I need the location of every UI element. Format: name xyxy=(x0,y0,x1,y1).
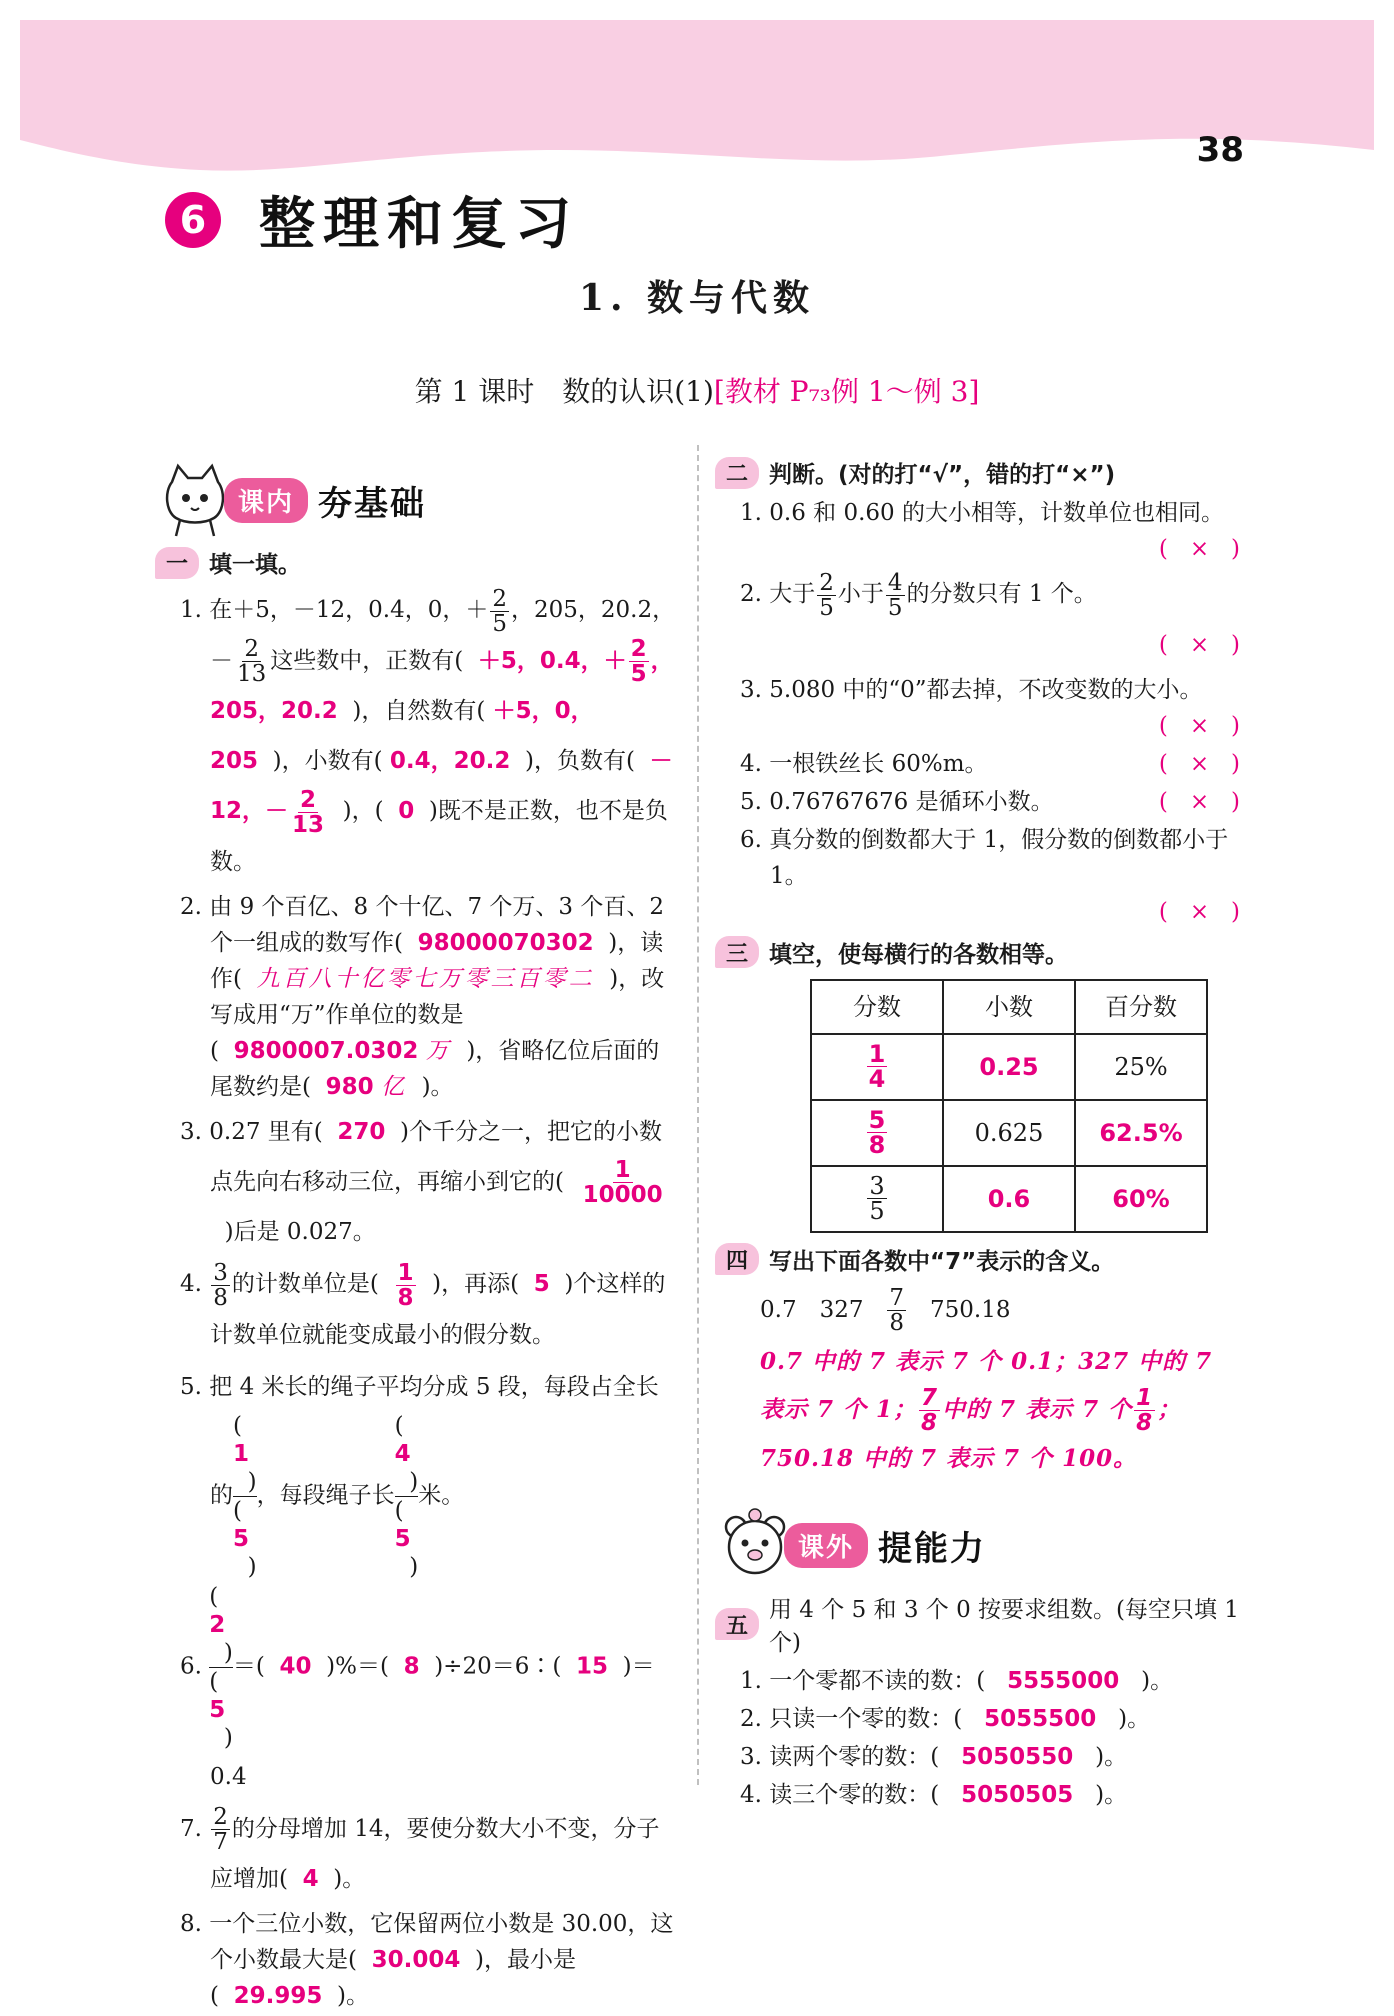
text: 6. 真分数的倒数都大于 1，假分数的倒数都小于 1。 xyxy=(740,826,1229,889)
table-row xyxy=(811,1166,1207,1232)
answer-unit: 万 xyxy=(425,1037,452,1064)
text: 5. 0.76767676 是循环小数。 xyxy=(740,788,1054,815)
numerator: 2 xyxy=(819,569,834,596)
text: )后是 0.027。 xyxy=(224,1219,376,1245)
answer: 0.25 xyxy=(979,1052,1039,1081)
q2-item-5: 5. 0.76767676 是循环小数。 ( × ) xyxy=(720,784,1240,820)
q1-item-4 xyxy=(160,1259,680,1360)
denominator: 13 xyxy=(292,811,325,838)
bracket-fraction: ( 2 ) ( 5 ) xyxy=(209,1583,233,1751)
q5-item-1 xyxy=(720,1663,1240,1699)
denominator: 4 xyxy=(868,1065,886,1093)
numerator: 1 xyxy=(868,1040,886,1068)
banner-in-title: 夯基础 xyxy=(318,483,427,524)
equivalence-table xyxy=(810,979,1208,1233)
text: )。 xyxy=(1141,1668,1174,1694)
text: )，小数有( xyxy=(272,748,383,774)
judge-row: ( × ) xyxy=(1158,712,1240,739)
header-band xyxy=(0,0,1394,190)
text: 4. xyxy=(180,1271,210,1297)
denominator: 8 xyxy=(213,1284,228,1311)
text: )。 xyxy=(333,1866,366,1892)
q5-item-3 xyxy=(720,1739,1240,1775)
text: 小于 xyxy=(837,581,884,607)
answer-fraction xyxy=(867,1108,888,1157)
text: ，每段绳子长 xyxy=(256,1482,395,1508)
cell-fraction xyxy=(811,1166,943,1232)
right-column xyxy=(720,450,1240,1815)
text: 8. 一个三位小数，它保留两位小数是 30.00，这个小数最大是( xyxy=(180,1911,674,1973)
banner-in-pill: 课内 xyxy=(224,478,308,523)
left-column xyxy=(160,460,680,2016)
denominator: 8 xyxy=(868,1131,886,1159)
q5-item-2 xyxy=(720,1701,1240,1737)
text: )。 xyxy=(337,1983,369,2009)
q1-item-1 xyxy=(160,585,680,887)
answer-fraction xyxy=(867,1042,888,1091)
cell-decimal xyxy=(943,1034,1075,1100)
text: 米。 xyxy=(418,1482,465,1508)
table-row xyxy=(811,1034,1207,1100)
numerator: 7 xyxy=(921,1385,939,1411)
judge-mark: × xyxy=(1189,788,1210,815)
numerator: 4 xyxy=(887,569,903,596)
q3-title: 填空，使每横行的各数相等。 xyxy=(769,941,1068,968)
table-row xyxy=(811,1100,1207,1166)
answer: 98000070302 xyxy=(417,929,594,956)
text: 这些数中，正数有( xyxy=(270,647,464,674)
fraction xyxy=(887,1286,906,1335)
judge-mark: × xyxy=(1189,750,1210,777)
q2-heading xyxy=(715,456,1240,489)
answer-text: 0.7 中的 7 表示 7 个 0.1；327 中的 7 表示 7 个 1； xyxy=(760,1347,1213,1423)
text: 的计数单位是( xyxy=(231,1271,379,1297)
text: 1. 一个零都不读的数：( xyxy=(740,1668,986,1694)
numerator: 2 xyxy=(630,636,647,662)
chapter-title: 整理和复习 xyxy=(259,192,579,257)
answer-fraction xyxy=(396,1261,416,1310)
text: 2. 大于 xyxy=(740,581,816,607)
text: 2. 由 9 个百亿、8 个十亿、7 个万、3 个百、2 个一组成的数写作( xyxy=(180,893,664,956)
cell-decimal: 0.625 xyxy=(943,1100,1075,1166)
q2-item-1 xyxy=(720,495,1240,567)
answer-numerator: 1 xyxy=(233,1440,250,1467)
text: 3. 5.080 中的“0”都去掉，不改变数的大小。 xyxy=(740,676,1203,703)
answer-fraction xyxy=(919,1386,940,1435)
q5-number: 五 xyxy=(715,1608,759,1640)
text: )既不是正数，也不是负数。 xyxy=(210,798,668,875)
numerator: 1 xyxy=(614,1157,631,1183)
banner-out-title: 提能力 xyxy=(878,1528,987,1569)
cell-percent xyxy=(1075,1100,1207,1166)
chapter-heading xyxy=(165,180,579,260)
denominator: 8 xyxy=(397,1284,414,1311)
text: 0.7 327 xyxy=(760,1296,864,1323)
bear-mascot-icon xyxy=(720,1507,790,1583)
answer-text: 中的 7 表示 7 个 xyxy=(942,1395,1133,1423)
lesson-name: 第 1 课时 数的认识(1) xyxy=(414,375,714,408)
q4-heading xyxy=(715,1243,1240,1276)
numerator: 2 xyxy=(244,636,259,662)
q5-item-4 xyxy=(720,1777,1240,1813)
answer: 5555000 xyxy=(1007,1668,1120,1694)
text: )，读作( xyxy=(210,929,664,992)
judge-mark: × xyxy=(1189,712,1210,739)
text: 的分数只有 1 个。 xyxy=(906,581,1097,607)
text: )，自然数有( xyxy=(352,698,486,724)
q4-number: 四 xyxy=(715,1243,759,1275)
answer: 0.6 xyxy=(987,1184,1031,1213)
q1-number: 一 xyxy=(155,547,199,579)
text: 3. 读两个零的数：( xyxy=(740,1744,940,1770)
answer-fraction xyxy=(1134,1386,1155,1435)
numerator: 2 xyxy=(300,786,317,813)
text: 5. 把 4 米长的绳子平均分成 5 段，每段占全长的 xyxy=(180,1373,659,1508)
text: )，再添( xyxy=(432,1271,520,1297)
text: )个千分之一，把它的小数点先向右移动三位，再缩小到它的( xyxy=(210,1118,663,1195)
cell-decimal xyxy=(943,1166,1075,1232)
q1-item-3 xyxy=(160,1107,680,1258)
banner-extra-class xyxy=(720,1505,1240,1585)
text: )，( xyxy=(342,798,384,824)
answer: 5050505 xyxy=(961,1782,1074,1808)
text: 750.18 xyxy=(930,1296,1011,1323)
q2-item-6 xyxy=(720,822,1240,930)
answer-numerator: 2 xyxy=(209,1611,226,1638)
answer-fraction xyxy=(581,1158,665,1207)
text: 4. 读三个零的数：( xyxy=(740,1782,940,1808)
banner-out-pill: 课外 xyxy=(784,1523,868,1568)
text: 7. xyxy=(180,1815,210,1842)
q3-heading xyxy=(715,936,1240,969)
cell-percent xyxy=(1075,1166,1207,1232)
q2-item-2 xyxy=(720,569,1240,670)
denominator: 5 xyxy=(819,594,834,621)
answer-fraction xyxy=(290,788,326,837)
text: 4. 一根铁丝长 60%m。 xyxy=(740,750,988,777)
text: )，改写成用“万”作单位的数是( xyxy=(210,965,665,1064)
lesson-reference: [教材 P₇₃例 1～例 3] xyxy=(713,375,980,408)
denominator: 7 xyxy=(213,1829,228,1855)
answer-decimal: 0.4，20.2 xyxy=(389,748,511,774)
banner-in-class xyxy=(160,460,680,540)
judge-row: ( × ) xyxy=(1158,536,1240,562)
numerator: 2 xyxy=(492,585,508,612)
answer: 15 xyxy=(575,1653,608,1679)
numerator: 3 xyxy=(869,1172,885,1200)
q4-answer xyxy=(760,1338,1240,1484)
fraction xyxy=(817,571,836,620)
text: 的分母增加 14，要使分数大小不变，分子应增加( xyxy=(210,1815,660,1892)
answer-zero: 0 xyxy=(398,798,415,824)
answer: 9800007.0302 xyxy=(233,1037,419,1064)
judge-mark: × xyxy=(1189,631,1210,658)
answer: 40 xyxy=(279,1653,312,1679)
q1-title: 填一填。 xyxy=(209,552,301,578)
answer: 29.995 xyxy=(233,1983,323,2009)
judge-row: ( × ) xyxy=(1158,898,1240,925)
cell-fraction xyxy=(811,1100,943,1166)
text: )。 xyxy=(1095,1782,1128,1808)
judge-mark: × xyxy=(1189,536,1210,562)
bracket-fraction: ( 4 ) ( 5 ) xyxy=(394,1412,419,1580)
answer-fraction xyxy=(629,637,649,686)
denominator: 8 xyxy=(921,1410,939,1436)
denominator: 5 xyxy=(869,1197,885,1225)
answer: 62.5% xyxy=(1099,1118,1183,1147)
text: )。 xyxy=(1095,1744,1128,1770)
text: )%＝( xyxy=(326,1653,389,1679)
answer: 270 xyxy=(337,1118,386,1145)
q3-number: 三 xyxy=(715,936,759,968)
answer-numerator: 4 xyxy=(394,1440,411,1467)
answer-handwritten: 九百八十亿零七万零三百零二 xyxy=(256,965,595,992)
denominator: 5 xyxy=(492,610,508,637)
text: )。 xyxy=(1118,1706,1151,1732)
fraction xyxy=(211,1261,230,1310)
numerator: 3 xyxy=(213,1259,228,1286)
text: 6. xyxy=(180,1653,210,1679)
text: 3. 0.27 里有( xyxy=(180,1118,323,1145)
numerator: 5 xyxy=(868,1106,886,1134)
header-decimal: 小数 xyxy=(943,980,1075,1034)
text: ，205，20.2，－ xyxy=(210,597,676,674)
q1-item-6 xyxy=(160,1583,680,1802)
numerator: 1 xyxy=(397,1259,414,1286)
text: )，最小是( xyxy=(210,1947,576,2009)
fraction xyxy=(235,637,268,686)
cell-fraction xyxy=(811,1034,943,1100)
answer: 5050550 xyxy=(961,1744,1074,1770)
fraction xyxy=(211,1805,230,1854)
answer-text: ；750.18 中的 7 表示 7 个 100。 xyxy=(760,1395,1182,1472)
cell-percent: 25% xyxy=(1075,1034,1207,1100)
denominator: 8 xyxy=(889,1310,905,1336)
answer-denominator: 5 xyxy=(233,1525,250,1552)
answer-positive-2: ，205，20.2 xyxy=(210,647,674,724)
answer-positive: ＋5，0.4，＋ xyxy=(477,647,627,674)
q2-item-4: 4. 一根铁丝长 60%m。 ( × ) xyxy=(720,746,1240,782)
lesson-title xyxy=(0,370,1394,410)
q2-item-3 xyxy=(720,672,1240,744)
denominator: 8 xyxy=(1136,1410,1154,1436)
answer: 60% xyxy=(1112,1184,1170,1213)
numerator: 2 xyxy=(213,1804,228,1830)
text: )，省略亿位后面的尾数约是( xyxy=(210,1037,660,1100)
answer-natural: ＋5，0，205 xyxy=(210,698,594,774)
column-divider xyxy=(697,445,699,1785)
fraction xyxy=(867,1174,886,1223)
answer-unit: 亿 xyxy=(380,1073,407,1100)
chapter-number-badge: 6 xyxy=(165,192,221,248)
judge-mark: × xyxy=(1189,898,1210,925)
answer-denominator: 5 xyxy=(394,1525,411,1552)
text: )，负数有( xyxy=(525,748,635,774)
q1-item-8 xyxy=(160,1906,680,2014)
text: 2. 只读一个零的数：( xyxy=(740,1706,963,1732)
judge-row: ( × ) xyxy=(1158,631,1240,658)
answer: 8 xyxy=(403,1653,420,1679)
bracket-fraction: ( 1 ) ( 5 ) xyxy=(233,1412,257,1580)
denominator: 10000 xyxy=(582,1182,663,1208)
text: ＝( xyxy=(232,1653,265,1679)
q5-heading xyxy=(715,1591,1240,1657)
header-percent: 百分数 xyxy=(1075,980,1207,1034)
numerator: 1 xyxy=(1136,1385,1154,1411)
q5-title: 用 4 个 5 和 3 个 0 按要求组数。(每空只填 1 个) xyxy=(769,1597,1239,1656)
answer: 4 xyxy=(302,1866,319,1892)
text: )÷20＝6∶( xyxy=(434,1653,562,1679)
table-header-row xyxy=(811,980,1207,1034)
fraction xyxy=(490,587,509,636)
cat-mascot-icon xyxy=(160,462,230,538)
text: 1. 在＋5，－12，0.4，0，＋ xyxy=(180,597,489,623)
text: )个这样的计数单位就能变成最小的假分数。 xyxy=(210,1271,666,1348)
denominator: 5 xyxy=(887,594,903,621)
q4-numbers xyxy=(760,1282,1240,1338)
page-number: 38 xyxy=(1196,130,1244,170)
section-title: 1. 数与代数 xyxy=(578,277,816,319)
answer: 5 xyxy=(533,1271,550,1297)
text: )＝0.4 xyxy=(210,1653,655,1790)
q2-title: 判断。(对的打“√”，错的打“×”) xyxy=(769,462,1116,488)
q1-item-7 xyxy=(160,1804,680,1905)
answer: 980 xyxy=(325,1073,374,1100)
q1-heading xyxy=(155,546,680,579)
denominator: 5 xyxy=(630,661,647,687)
answer-denominator: 5 xyxy=(209,1696,226,1723)
q4-title: 写出下面各数中“7”表示的含义。 xyxy=(769,1248,1115,1275)
fraction xyxy=(886,571,905,620)
header-fraction: 分数 xyxy=(811,980,943,1034)
q1-item-2 xyxy=(160,889,680,1105)
answer: 5055500 xyxy=(984,1706,1097,1732)
text: )。 xyxy=(421,1073,454,1100)
numerator: 7 xyxy=(889,1285,905,1311)
denominator: 13 xyxy=(237,661,267,687)
q1-item-5 xyxy=(160,1362,680,1581)
answer-negative: －12，－ xyxy=(210,748,673,824)
answer: 30.004 xyxy=(371,1947,461,1973)
q2-number: 二 xyxy=(715,457,759,489)
text: 1. 0.6 和 0.60 的大小相等，计数单位也相同。 xyxy=(740,500,1224,526)
